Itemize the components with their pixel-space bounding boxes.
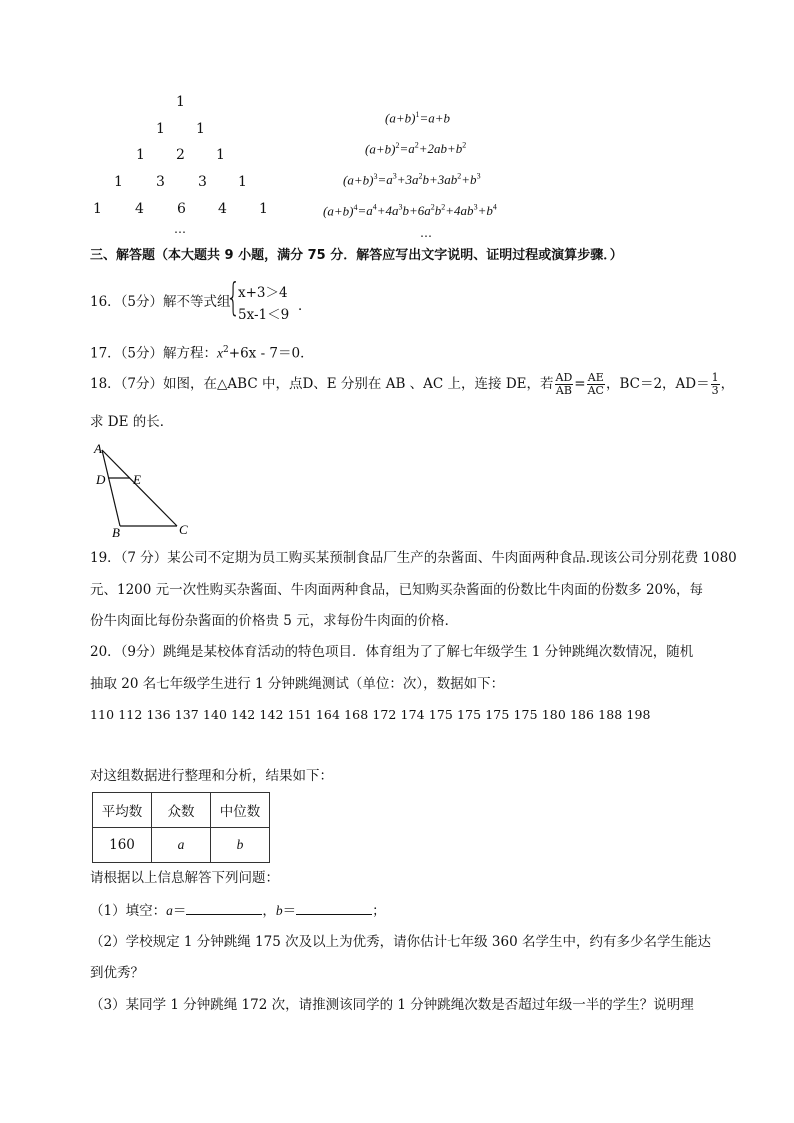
answer-blank-a[interactable] — [186, 900, 262, 915]
pascal-r1-c1: 1 — [176, 94, 185, 110]
fraction-ae-ac: $\frac{AE}{AC}$ — [587, 371, 604, 397]
question-16-prefix: 16．（5分）解不等式组 — [90, 294, 231, 310]
question-20-part-1: （1）填空：a＝ ，b＝ ； — [90, 900, 386, 921]
inequality-line-1: x+3＞4 — [238, 285, 288, 301]
pascal-r4-c1: 1 — [114, 174, 123, 190]
value-mean: 160 — [93, 828, 152, 863]
table-row — [93, 793, 270, 828]
expansion-rhs: $=a^4+4a^3b+6a^2b^2+4ab^3+b^4$ — [357, 203, 497, 219]
fraction-one-third: $\frac{1}{3}$ — [711, 371, 719, 397]
question-18-line-2: 求 DE 的长． — [90, 414, 174, 430]
expansion-3: $(a+b)^3=a^3+3a^2b+3ab^2+b^3$ — [343, 172, 481, 188]
question-20-part-2-line-2: 到优秀？ — [90, 965, 144, 981]
pascal-r5-c1: 1 — [93, 201, 102, 217]
question-20-part-3-line-1: （3）某同学 1 分钟跳绳 172 次，请推测该同学的 1 分钟跳绳次数是否超过年级一半的学生？说明理 — [90, 997, 694, 1013]
expansion-4: $(a+b)^4=a^4+4a^3b+6a^2b^2+4ab^3+b^4$ — [323, 203, 497, 219]
question-20-data: 110 112 136 137 140 142 142 151 164 168 172 174 175 175 175 175 180 186 188 198 — [90, 707, 651, 722]
header-mode: 众数 — [152, 793, 211, 828]
label-a: A — [94, 441, 102, 456]
label-e: E — [133, 472, 141, 487]
header-median: 中位数 — [211, 793, 270, 828]
question-19-line-1: 19．（7 分）某公司不定期为员工购买某预制食品厂生产的杂酱面、牛肉面两种食品.现该公司分别花费 1080 — [90, 550, 737, 566]
pascal-ellipsis: … — [174, 222, 186, 236]
question-19-line-3: 份牛肉面比每份杂酱面的价格贵 5 元，求每份牛肉面的价格． — [90, 613, 459, 629]
question-18-line-1: 18．（7分）如图，在△ABC 中，点D、E 分别在 AB 、AC 上，连接 DE，若 $\frac{AD}{AB}$ = $\frac{AE}{AC}$ ，BC＝2，AD＝ $\frac{1}{3}$ ， — [90, 371, 735, 397]
expansion-rhs: =a+b — [419, 110, 450, 126]
question-17: 17．（5分）解方程：$x^2+6x - 7=0$． — [90, 345, 314, 362]
value-median: b — [211, 828, 270, 863]
value-mode: a — [152, 828, 211, 863]
expansion-ellipsis: … — [420, 226, 432, 240]
inequality-system — [226, 275, 306, 325]
question-20-line-2: 抽取 20 名七年级学生进行 1 分钟跳绳测试（单位：次），数据如下： — [90, 676, 505, 692]
expansion-1: $(a+b)^1=a+b$ — [385, 110, 450, 126]
fraction-ad-ab: $\frac{AD}{AB}$ — [555, 371, 573, 397]
pascal-triangle — [0, 0, 300, 240]
expansion-rhs: $=a^3+3a^2b+3ab^2+b^3$ — [377, 172, 481, 188]
question-19-line-2: 元、1200 元一次性购买杂酱面、牛肉面两种食品，已知购买杂酱面的份数比牛肉面的份数多 20%，每 — [90, 582, 703, 598]
pascal-r5-c3: 6 — [177, 201, 186, 217]
inequality-line-2: 5x-1＜9 — [238, 307, 290, 323]
pascal-r4-c2: 3 — [156, 174, 165, 190]
question-16-suffix: ． — [298, 298, 312, 314]
pascal-r4-c3: 3 — [198, 174, 207, 190]
pascal-r4-c4: 1 — [238, 174, 247, 190]
label-c: C — [179, 522, 188, 537]
pascal-r2-c2: 1 — [196, 121, 205, 137]
expansion-rhs: $=a^2+2ab+b^2$ — [399, 141, 467, 157]
brace-icon: { — [226, 275, 241, 319]
pascal-r3-c2: 2 — [176, 147, 185, 163]
pascal-r5-c2: 4 — [135, 201, 144, 217]
pascal-r3-c1: 1 — [136, 147, 145, 163]
table-row — [93, 828, 270, 863]
question-20-analysis: 对这组数据进行整理和分析，结果如下： — [90, 768, 333, 784]
label-b: B — [112, 525, 120, 540]
question-20-part-2-line-1: （2）学校规定 1 分钟跳绳 175 次及以上为优秀，请你估计七年级 360 名学生中，约有多少名学生能达 — [90, 934, 711, 950]
expansion-2: $(a+b)^2=a^2+2ab+b^2$ — [365, 141, 467, 157]
pascal-r5-c4: 4 — [218, 201, 227, 217]
triangle-figure — [90, 440, 200, 540]
question-20-ask: 请根据以上信息解答下列问题： — [90, 870, 279, 886]
answer-blank-b[interactable] — [296, 900, 372, 915]
label-d: D — [96, 472, 106, 487]
pascal-r5-c5: 1 — [259, 201, 268, 217]
pascal-r2-c1: 1 — [156, 121, 165, 137]
header-mean: 平均数 — [93, 793, 152, 828]
question-20-line-1: 20．（9分）跳绳是某校体育活动的特色项目．体育组为了了解七年级学生 1 分钟跳绳次数情况，随机 — [90, 644, 694, 660]
stats-table — [92, 792, 270, 863]
section-heading: 三、解答题（本大题共 9 小题，满分 75 分．解答应写出文字说明、证明过程或演算步骤．） — [90, 248, 623, 263]
pascal-r3-c3: 1 — [216, 147, 225, 163]
